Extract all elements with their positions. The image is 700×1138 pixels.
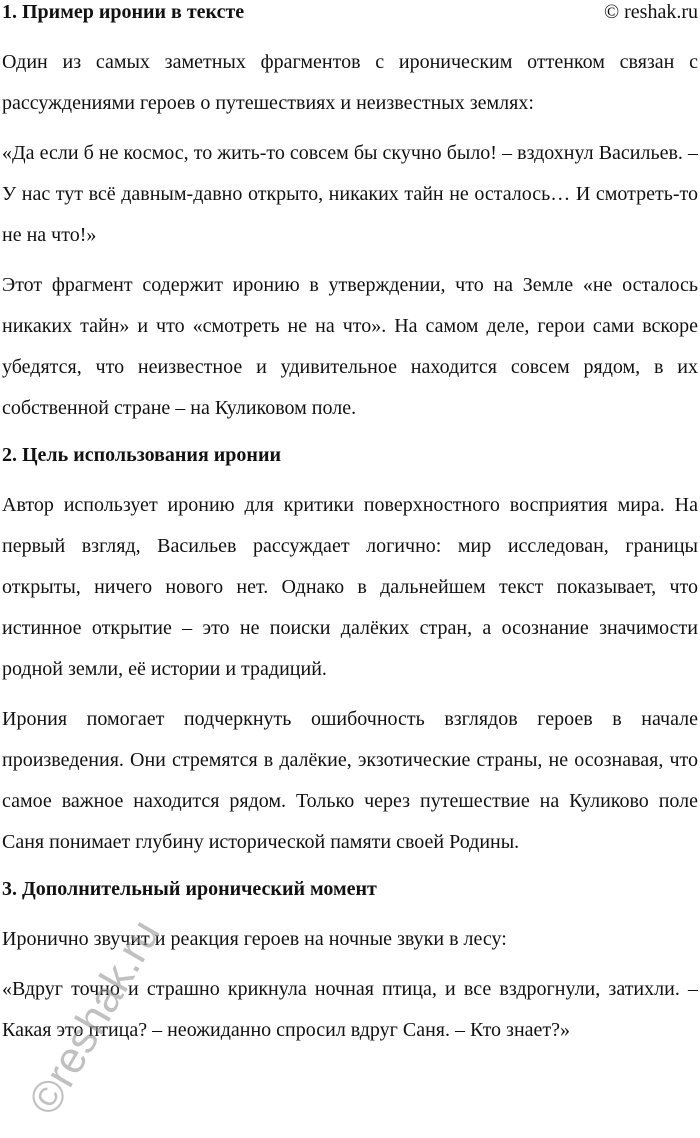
header-row xyxy=(2,0,698,42)
section-heading: 2. Цель использования иронии xyxy=(2,444,281,466)
quote: «Вдруг точно и страшно крикнула ночная птица, и все вздрогнули, затихли. – Какая это птица? – неожиданно спросил вдруг Саня. – Кто знает?» xyxy=(2,978,698,1041)
paragraph: Иронично звучит и реакция героев на ночные звуки в лесу: xyxy=(2,928,507,950)
watermark: ©reshak.ru xyxy=(19,911,170,1123)
paragraph: Автор использует иронию для критики поверхностного восприятия мира. На первый взгляд, Васильев рассуждает логично: мир исследован, границы открыты, ничего нового нет. Однако в дальнейшем текст показывает, что истинное открытие – это не поиски далёких стран, а осознание значимости родной земли, её истории и традиций. xyxy=(2,494,698,680)
document xyxy=(2,0,698,1060)
section-heading: 1. Пример иронии в тексте xyxy=(2,1,245,23)
quote: «Да если б не космос, то жить-то совсем бы скучно было! – вздохнул Васильев. – У нас тут всё давным-давно открыто, никаких тайн не осталось… И смотреть-то не на что!» xyxy=(2,142,698,246)
section-heading: 3. Дополнительный иронический момент xyxy=(2,878,377,900)
paragraph: Этот фрагмент содержит иронию в утверждении, что на Земле «не осталось никаких тайн» и что «смотреть не на что». На самом деле, герои сами вскоре убедятся, что неизвестное и удивительное находится совсем рядом, в их собственной стране – на Куликовом поле. xyxy=(2,274,698,419)
paragraph: Один из самых заметных фрагментов с ироническим оттенком связан с рассуждениями героев о путешествиях и неизвестных землях: xyxy=(2,51,698,114)
paragraph: Ирония помогает подчеркнуть ошибочность взглядов героев в начале произведения. Они стремятся в далёкие, экзотические страны, не осознавая, что самое важное находится рядом. Только через путешествие на Куликово поле Саня понимает глубину исторической памяти своей Родины. xyxy=(2,708,698,853)
copyright-notice: © reshak.ru xyxy=(603,1,698,23)
